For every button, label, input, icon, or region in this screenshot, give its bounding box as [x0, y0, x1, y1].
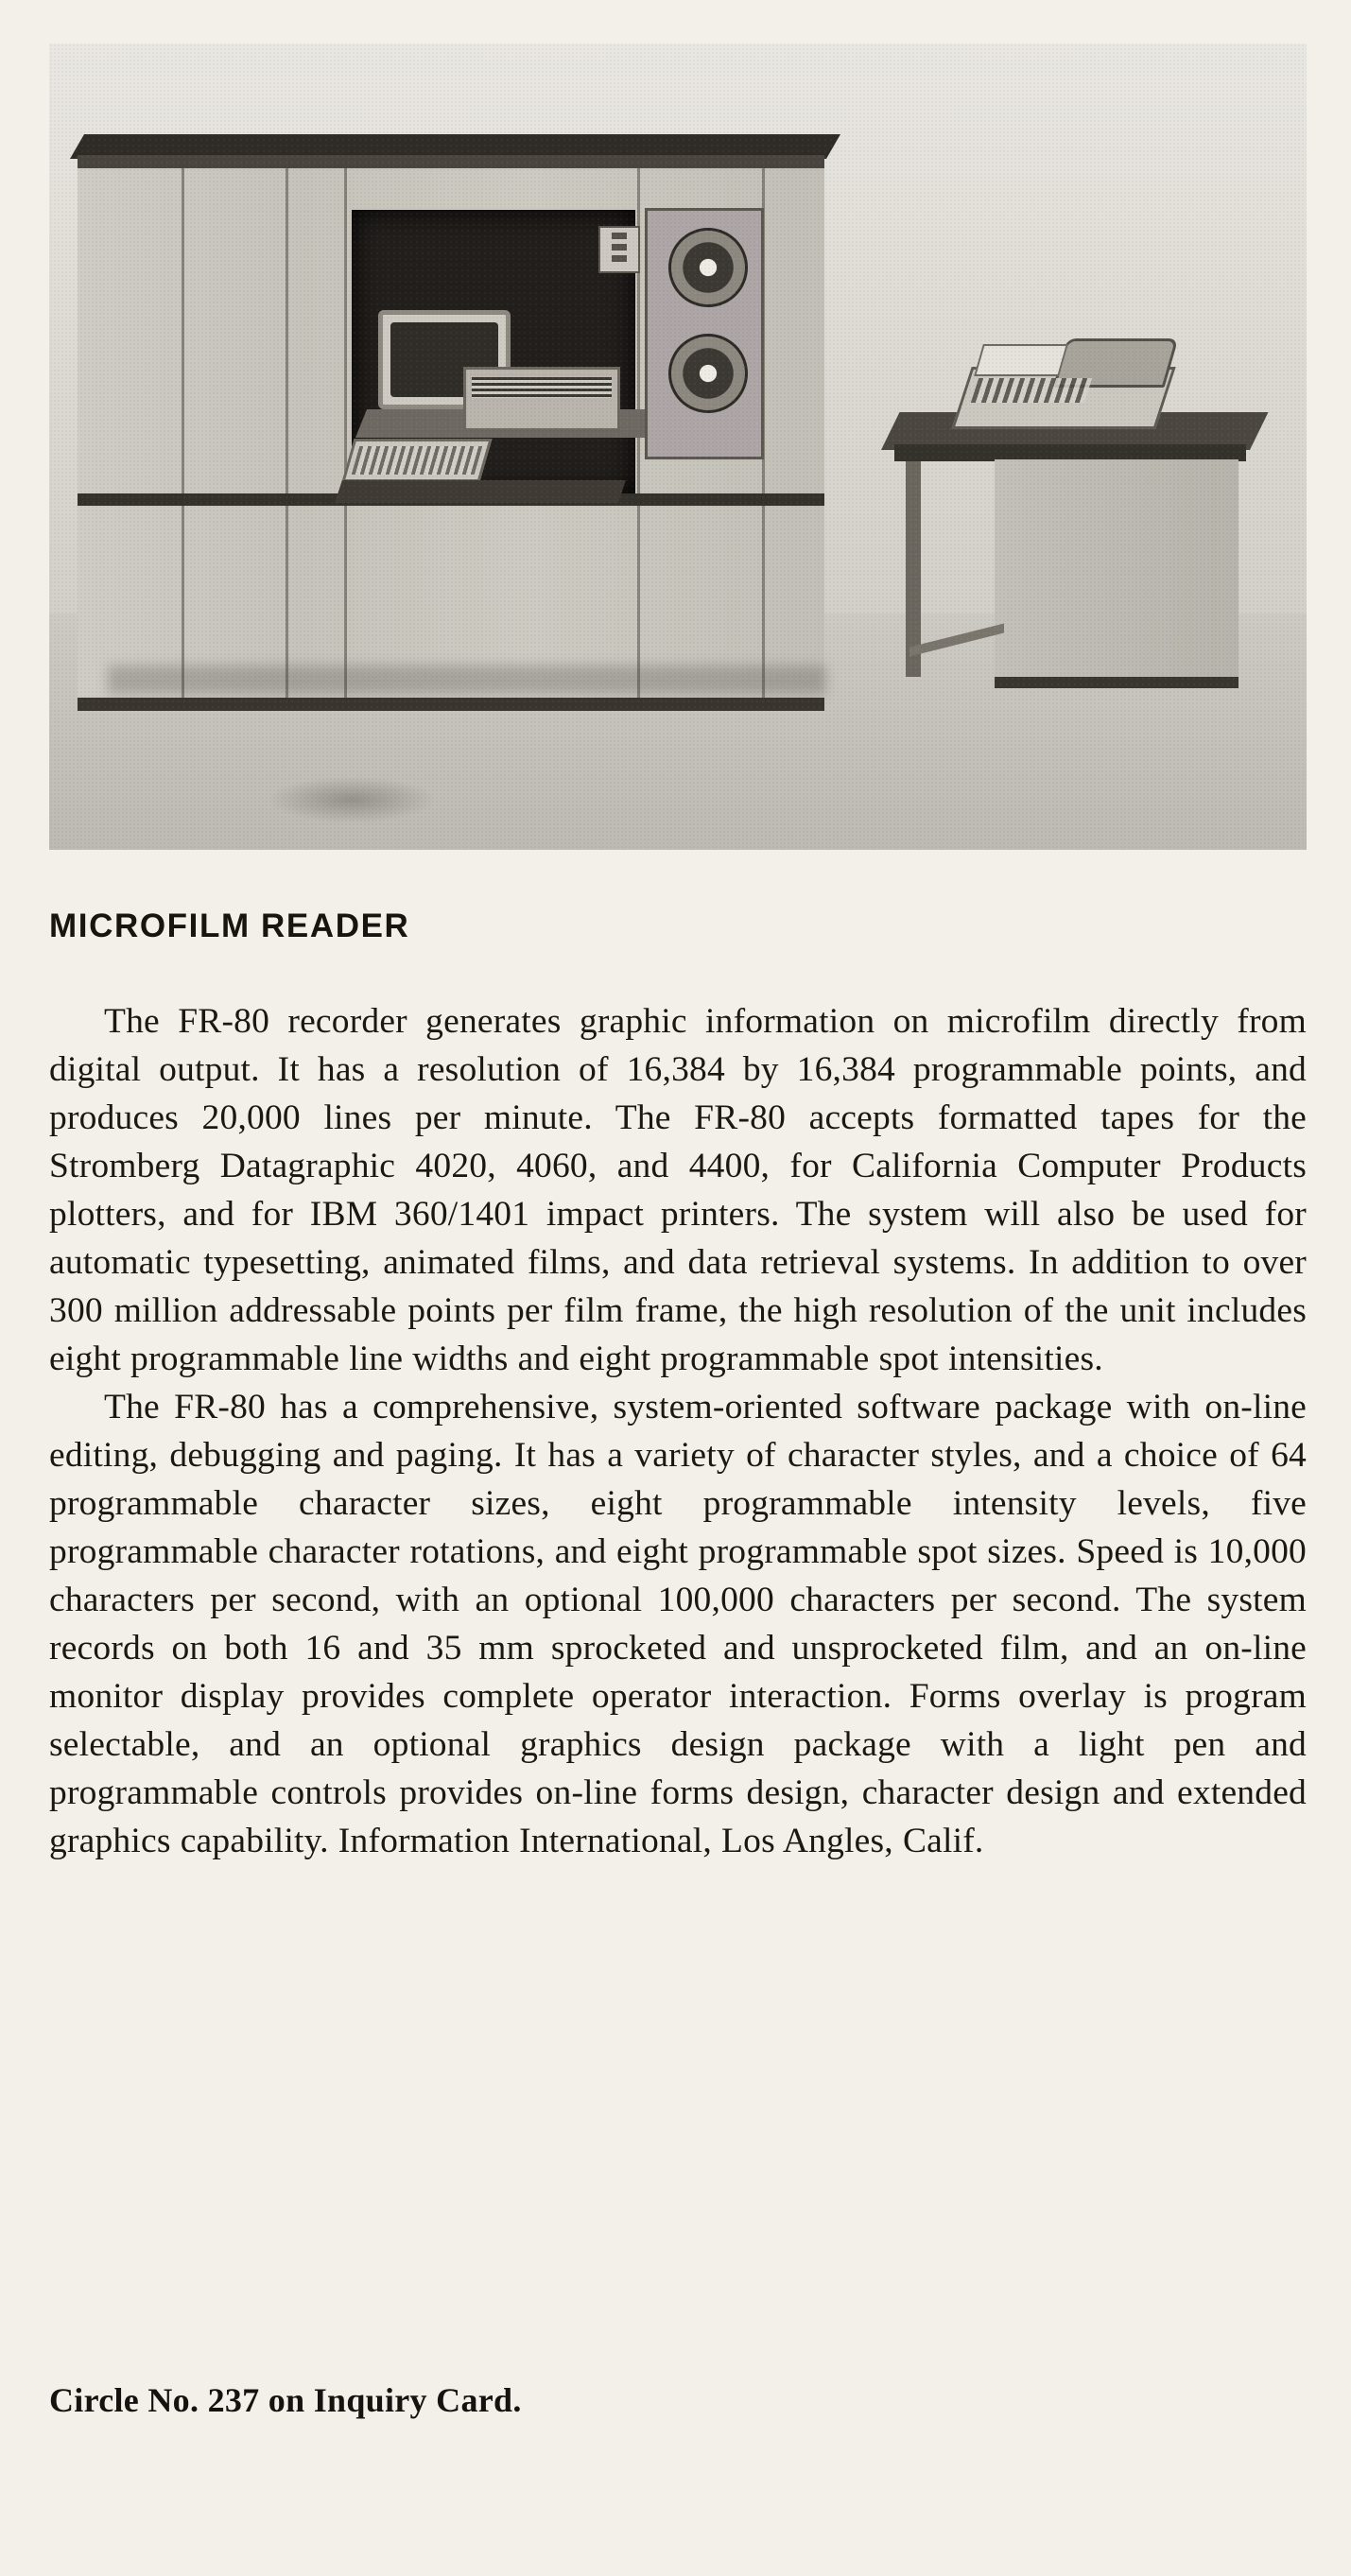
cabinet-panel-seam: [182, 168, 184, 698]
cabinet-body: [78, 168, 824, 711]
console-tray: [335, 480, 626, 503]
tape-status-panel: [598, 226, 640, 273]
keyboard: [341, 439, 492, 482]
cabinet-shadow: [108, 666, 826, 694]
product-photo: [49, 43, 1307, 850]
keyboard-keys: [352, 446, 483, 475]
line-printer: [961, 338, 1179, 429]
tape-drive-unit: [645, 208, 764, 459]
cabinet-panel-seam: [286, 168, 288, 698]
printer-keyboard: [971, 378, 1092, 403]
cabinet-panel-seam: [344, 168, 347, 698]
page-title: MICROFILM READER: [49, 908, 410, 944]
inquiry-card-note: Circle No. 237 on Inquiry Card.: [49, 2381, 522, 2419]
indicator-lamp: [612, 255, 627, 262]
operator-console: [463, 367, 620, 431]
indicator-lamp: [612, 244, 627, 251]
paragraph: The FR-80 has a comprehensive, system-oriented software package with on-line editing, debugging and paging. It has a variety of character styles, and a choice of 64 programmable character sizes, eight programmable intensity levels, five programmable character rotations, and eight programmable spot sizes. Speed is 10,000 characters per second, with an optional 100,000 characters per second. The system records on both 16 and 35 mm sprocketed and unsprocketed film, and an on-line monitor display provides complete operator interaction. Forms overlay is program selectable, and an optional graphics design package with a light pen and programmable controls provides on-line forms design, character design and extended graphics capability. Information International, Los Angles, Calif.: [49, 1388, 1307, 1860]
console-controls: [472, 377, 612, 398]
tape-reel-upper: [668, 228, 748, 307]
paragraph: The FR-80 recorder generates graphic information on microfilm directly from digital output. It has a resolution of 16,384 by 16,384 programmable points, and produces 20,000 lines per minute. The FR-80 accepts formatted tapes for the Stromberg Datagraphic 4020, 4060, and 4400, for California Computer Products plotters, and for IBM 360/1401 impact printers. The system will also be used for automatic typesetting, animated films, and data retrieval systems. In addition to over 300 million addressable points per film frame, the high resolution of the unit includes eight programmable line widths and eight programmable spot intensities.: [49, 1002, 1307, 1378]
desk-front-panel: [995, 459, 1238, 688]
photo-background: [49, 43, 1307, 850]
article-body: [49, 997, 1307, 1865]
desk-rail: [909, 624, 1004, 657]
printer-paper: [974, 344, 1068, 376]
desk: [881, 412, 1250, 734]
indicator-lamp: [612, 233, 627, 239]
cabinet-assembly: [70, 134, 826, 749]
tape-reel-lower: [668, 334, 748, 413]
